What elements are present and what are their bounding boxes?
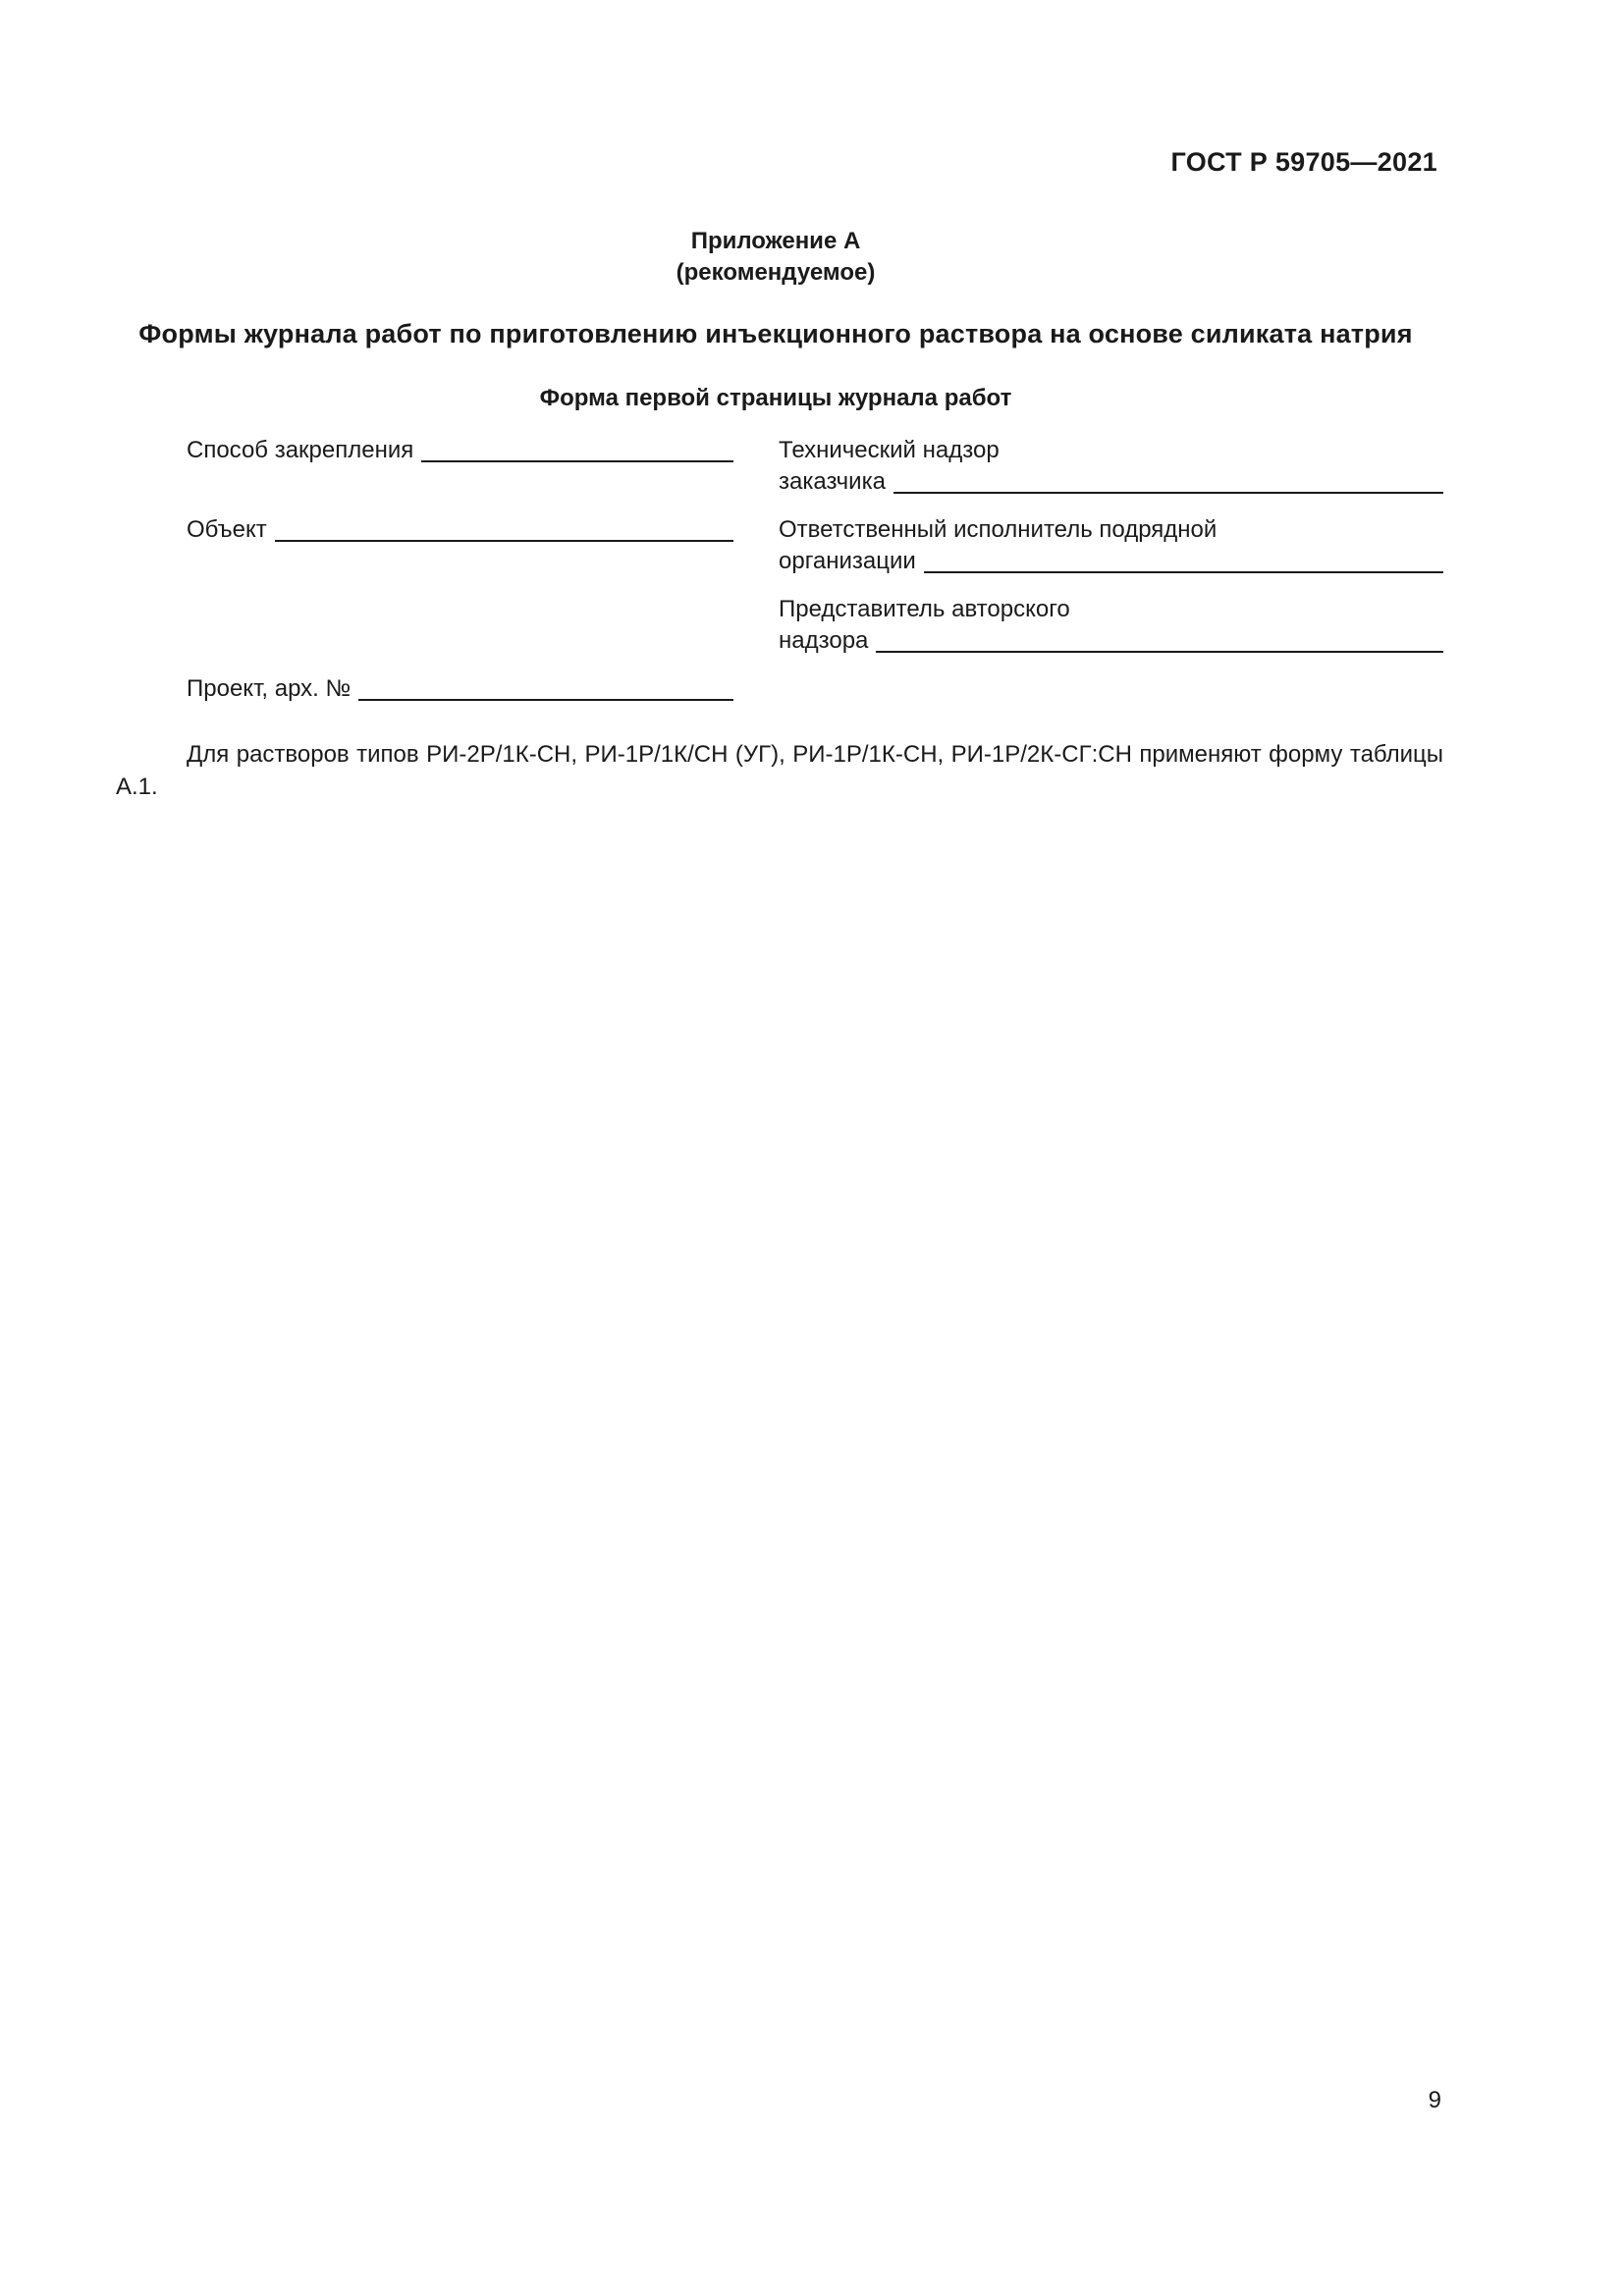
page-number: 9 (1428, 2087, 1441, 2113)
author-supervision-blank-line (876, 627, 1443, 653)
project-field (187, 673, 733, 705)
main-title: Формы журнала работ по приготовлению инъекционного раствора на основе силиката натрия (138, 319, 1413, 348)
customer-supervision-label-line2: заказчика (779, 468, 886, 495)
contractor-label-line2: организации (779, 548, 916, 574)
fixing-method-blank-line (421, 437, 733, 462)
contractor-label-line1: Ответственный исполнитель подрядной (779, 516, 1218, 543)
object-blank-line (275, 516, 733, 542)
customer-supervision-field (779, 435, 1443, 498)
author-supervision-label-line1: Представитель авторского (779, 596, 1070, 622)
document-code: ГОСТ Р 59705—2021 (1170, 147, 1437, 177)
project-label: Проект, арх. № (187, 675, 352, 702)
appendix-status: (рекомендуемое) (676, 259, 876, 286)
project-blank-line (358, 675, 733, 701)
appendix-title: Приложение А (690, 228, 861, 254)
customer-supervision-blank-line (893, 468, 1443, 494)
fixing-method-field (187, 435, 733, 466)
contractor-blank-line (924, 548, 1443, 573)
object-label: Объект (187, 516, 267, 543)
body-paragraph: Для растворов типов РИ-2Р/1К-СН, РИ-1Р/1К/СН (УГ), РИ-1Р/1К-СН, РИ-1Р/2К-СГ:СН применяют форму таблицы А.1. (116, 741, 1443, 800)
fixing-method-label: Способ закрепления (187, 437, 414, 463)
author-supervision-field (779, 594, 1443, 657)
contractor-field (779, 514, 1443, 577)
customer-supervision-label-line1: Технический надзор (779, 437, 1000, 463)
author-supervision-label-line2: надзора (779, 627, 869, 654)
object-field (187, 514, 733, 546)
form-subtitle: Форма первой страницы журнала работ (539, 385, 1012, 411)
appendix-heading (0, 226, 1551, 289)
